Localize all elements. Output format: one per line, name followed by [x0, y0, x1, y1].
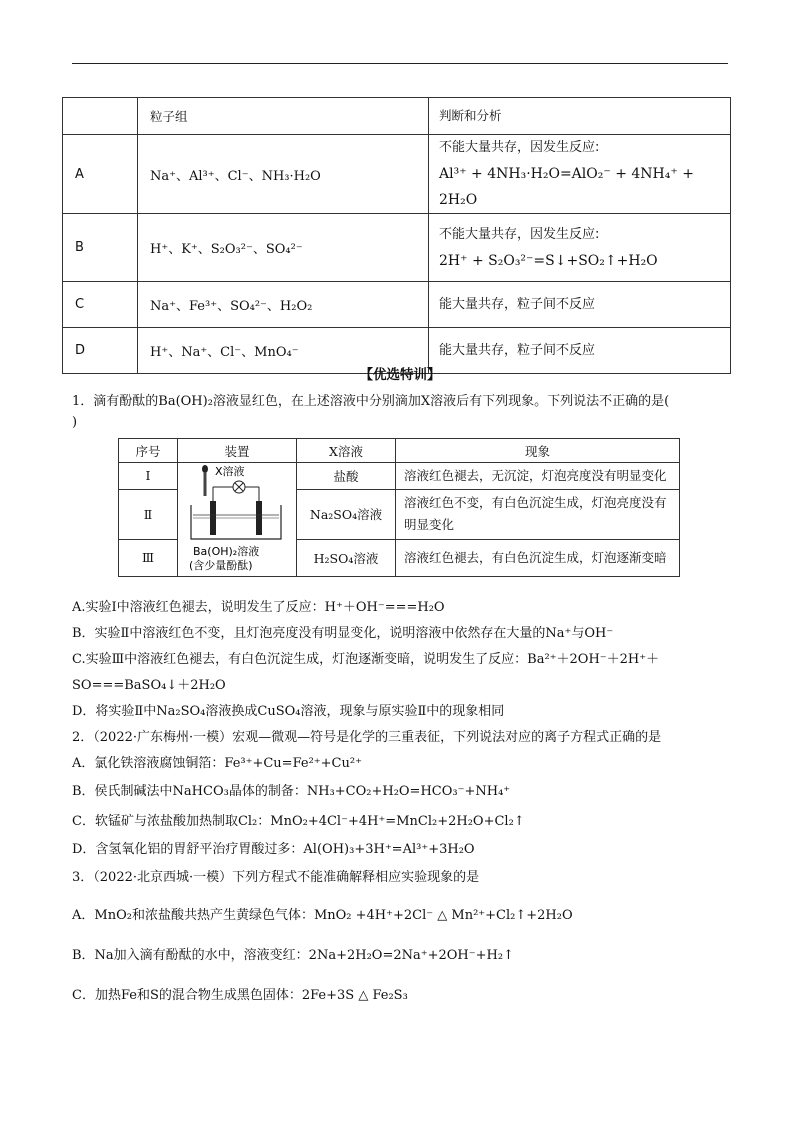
analysis-line2: Al³⁺ + 4NH₃·H₂O=AlO₂⁻ + 4NH₄⁺ + 2H₂O: [439, 166, 694, 208]
table-row: [63, 214, 731, 282]
row-group: H⁺、Na⁺、Cl⁻、MnO₄⁻: [138, 328, 429, 374]
q1-option-b: B．实验Ⅱ中溶液红色不变，且灯泡亮度没有明显变化，说明溶液中依然存在大量的Na⁺与OH⁻: [72, 626, 614, 641]
q1-stem-line2: ): [72, 415, 78, 430]
q2-option-d: D．含氢氧化铝的胃舒平治疗胃酸过多：Al(OH)₃+3H⁺=Al³⁺+3H₂O: [72, 842, 475, 857]
header-phenomenon: 现象: [396, 439, 680, 463]
table-row: [63, 135, 731, 214]
q2-option-a: A．氯化铁溶液腐蚀铜箔：Fe³⁺+Cu=Fe²⁺+Cu²⁺: [72, 756, 362, 771]
q1-stem-line1: 1．滴有酚酞的Ba(OH)₂溶液显红色，在上述溶液中分别滴加X溶液后有下列现象。下列说法不正确的是(: [72, 394, 670, 409]
q3-stem: 3．（2022·北京西城·一模）下列方程式不能准确解释相应实验现象的是: [72, 870, 480, 885]
dropper-tube-icon: [204, 472, 207, 496]
row-x: Na₂SO₄溶液: [297, 489, 396, 539]
row-analysis: [429, 135, 731, 214]
row-phenomenon: 溶液红色不变，有白色沉淀生成，灯泡亮度没有明显变化: [396, 489, 680, 539]
header-no: 序号: [119, 439, 178, 463]
q2-option-b: B．侯氏制碱法中NaHCO₃晶体的制备：NH₃+CO₂+H₂O=HCO₃⁻+NH₄⁺: [72, 784, 511, 799]
row-no: Ⅱ: [119, 489, 178, 539]
row-analysis: 能大量共存，粒子间不反应: [429, 328, 731, 374]
experiment-table: [118, 438, 680, 577]
row-group: H⁺、K⁺、S₂O₃²⁻、SO₄²⁻: [138, 214, 429, 282]
row-label: C: [63, 282, 138, 328]
row-group: Na⁺、Fe³⁺、SO₄²⁻、H₂O₂: [138, 282, 429, 328]
header-rule: [72, 63, 728, 64]
q1-option-c-line2: SO===BaSO₄↓＋2H₂O: [72, 678, 226, 693]
q3-option-a: A．MnO₂和浓盐酸共热产生黄绿色气体：MnO₂ +4H⁺+2Cl⁻ △ Mn²⁺+Cl₂↑+2H₂O: [72, 908, 573, 923]
row-group: Na⁺、Al³⁺、Cl⁻、NH₃·H₂O: [138, 135, 429, 214]
row-no: Ⅲ: [119, 539, 178, 576]
q2-stem: 2．（2022·广东梅州·一模）宏观—微观—符号是化学的三重表征，下列说法对应的离子方程式正确的是: [72, 730, 662, 745]
row-analysis: 能大量共存，粒子间不反应: [429, 282, 731, 328]
solution-note: (含少量酚酞): [189, 559, 253, 572]
row-phenomenon: 溶液红色褪去，有白色沉淀生成，灯泡逐渐变暗: [396, 539, 680, 576]
beaker-icon: [191, 505, 281, 539]
q3-option-b: B．Na加入滴有酚酞的水中，溶液变红：2Na+2H₂O=2Na⁺+2OH⁻+H₂↑: [72, 948, 514, 963]
table-header-row: [119, 439, 680, 463]
q1-option-d: D．将实验Ⅱ中Na₂SO₄溶液换成CuSO₄溶液，现象与原实验Ⅱ中的现象相同: [72, 704, 505, 719]
row-label: A: [63, 135, 138, 214]
dropper-bulb-icon: [202, 465, 208, 473]
row-x: 盐酸: [297, 463, 396, 490]
section-title: 【优选特训】: [359, 367, 441, 383]
apparatus-diagram: [183, 463, 291, 573]
apparatus-cell: [178, 463, 297, 577]
x-solution-label: X溶液: [215, 465, 245, 478]
row-x: H₂SO₄溶液: [297, 539, 396, 576]
analysis-line2: 2H⁺ + S₂O₃²⁻=S↓+SO₂↑+H₂O: [439, 252, 658, 269]
q1-option-a: A.实验Ⅰ中溶液红色褪去，说明发生了反应：H⁺＋OH⁻===H₂O: [72, 600, 445, 615]
table-row: [63, 282, 731, 328]
table-header-row: [63, 98, 731, 135]
header-x: X溶液: [297, 439, 396, 463]
header-group: 粒子组: [138, 98, 429, 135]
row-phenomenon: 溶液红色褪去，无沉淀，灯泡亮度没有明显变化: [396, 463, 680, 490]
header-apparatus: 装置: [178, 439, 297, 463]
q2-option-c: C．软锰矿与浓盐酸加热制取Cl₂：MnO₂+4Cl⁻+4H⁺=MnCl₂+2H₂O+Cl₂↑: [72, 814, 525, 829]
table-row: [119, 463, 680, 490]
row-analysis: [429, 214, 731, 282]
row-label: B: [63, 214, 138, 282]
row-label: D: [63, 328, 138, 374]
analysis-line1: 不能大量共存，因发生反应:: [439, 140, 600, 155]
particle-table: [62, 97, 731, 374]
solution-label: Ba(OH)₂溶液: [193, 545, 260, 558]
row-no: Ⅰ: [119, 463, 178, 490]
q1-option-c-line1: C.实验Ⅲ中溶液红色褪去，有白色沉淀生成，灯泡逐渐变暗，说明发生了反应：Ba²⁺＋2OH⁻＋2H⁺＋: [72, 652, 660, 667]
header-analysis: 判断和分析: [429, 98, 731, 135]
q3-option-c: C．加热Fe和S的混合物生成黑色固体：2Fe+3S △ Fe₂S₃: [72, 988, 408, 1003]
analysis-line1: 不能大量共存，因发生反应:: [439, 226, 600, 242]
header-empty: [63, 98, 138, 135]
